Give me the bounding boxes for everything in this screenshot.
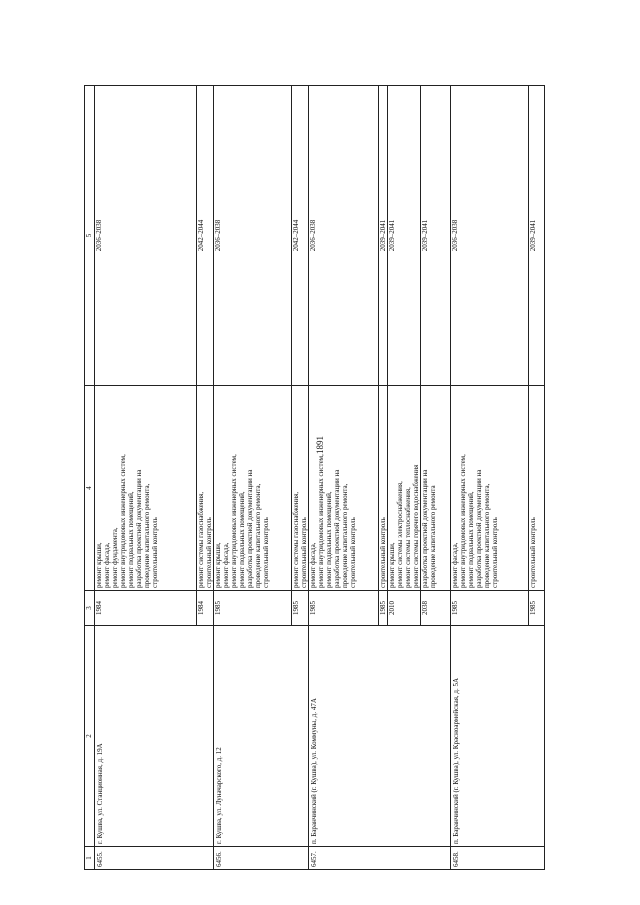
- table-row: [451, 86, 529, 870]
- work-line: ремонт системы газоснабжения,: [197, 491, 205, 588]
- work-line: строительный контроль: [205, 517, 213, 588]
- work-line: ремонт подвальных помещений,: [238, 491, 246, 588]
- rotated-page: [84, 86, 596, 870]
- work-line: разработка проектной документации на: [475, 469, 483, 588]
- work-line: ремонт подвальных помещений,: [127, 491, 135, 588]
- works-cell: [95, 386, 197, 591]
- period-cell: 2039–2041: [421, 86, 451, 386]
- work-line: ремонт системы горячего водоснабжения: [412, 464, 420, 588]
- period-cell: 2039–2041: [379, 86, 388, 386]
- period-cell: 2039–2041: [388, 86, 421, 386]
- year-cell: 1984: [197, 591, 214, 626]
- work-line: проведение капитального ремонта,: [483, 483, 491, 588]
- year-cell: 2038: [421, 591, 451, 626]
- work-line: ремонт фасада,: [222, 542, 230, 588]
- work-line: строительный контроль: [379, 517, 387, 588]
- work-line: ремонт подвальных помещений,: [467, 491, 475, 588]
- work-line: ремонт фасада,: [451, 542, 459, 588]
- work-line: ремонт внутридомовых инженерных систем,: [119, 454, 127, 588]
- work-line: ремонт подвальных помещений,: [325, 491, 333, 588]
- work-line: строительный контроль: [262, 517, 270, 588]
- period-cell: 2042–2044: [292, 86, 309, 386]
- row-number: 6455.: [95, 847, 214, 870]
- works-cell: [309, 386, 379, 591]
- work-line: строительный контроль: [300, 517, 308, 588]
- period-cell: 2039–2041: [529, 86, 545, 386]
- table-row: [95, 86, 197, 870]
- row-number: 6457.: [309, 847, 451, 870]
- work-line: ремонт внутридомовых инженерных систем,: [459, 454, 467, 588]
- work-line: разработка проектной документации на: [135, 469, 143, 588]
- year-cell: 2010: [388, 591, 421, 626]
- address-cell: п. Баранчинский (г. Кушва), ул. Коммуны, д. 47А: [309, 626, 451, 847]
- work-line: строительный контроль: [151, 517, 159, 588]
- work-line: строительный контроль: [491, 517, 499, 588]
- work-line: ремонт фундамента,: [111, 527, 119, 588]
- table-body: [95, 86, 545, 870]
- header-col-4: 4: [85, 386, 95, 591]
- table-row: [309, 86, 379, 870]
- repair-schedule-table: [84, 85, 545, 870]
- row-number: 6456.: [214, 847, 309, 870]
- year-cell: 1985: [451, 591, 529, 626]
- row-number: 6458.: [451, 847, 545, 870]
- address-cell: г. Кушва, ул. Станционная, д. 19А: [95, 626, 214, 847]
- year-cell: 1985: [529, 591, 545, 626]
- work-line: строительный контроль: [529, 517, 537, 588]
- work-line: ремонт крыши,: [214, 542, 222, 588]
- work-line: ремонт системы теплоснабжения,: [404, 487, 412, 588]
- work-line: ремонт крыши,: [388, 542, 396, 588]
- work-line: ремонт системы электроснабжения,: [396, 481, 404, 588]
- header-col-3: 3: [85, 591, 95, 626]
- table-row: [214, 86, 292, 870]
- work-line: ремонт внутридомовых инженерных систем,: [317, 454, 325, 588]
- work-line: ремонт внутридомовых инженерных систем,: [230, 454, 238, 588]
- works-cell: [421, 386, 451, 591]
- work-line: разработка проектной документации на: [333, 469, 341, 588]
- works-cell: [292, 386, 309, 591]
- works-cell: [388, 386, 421, 591]
- header-col-1: 1: [85, 847, 95, 870]
- header-col-5: 5: [85, 86, 95, 386]
- work-line: ремонт системы газоснабжения,: [292, 491, 300, 588]
- work-line: проведение капитального ремонта,: [254, 483, 262, 588]
- work-line: ремонт фасада,: [103, 542, 111, 588]
- page-number: 1891: [315, 436, 325, 454]
- works-cell: [197, 386, 214, 591]
- work-line: проведение капитального ремонта,: [341, 483, 349, 588]
- address-cell: п. Баранчинский (г. Кушва), ул. Красноармейская, д. 5А: [451, 626, 545, 847]
- year-cell: 1985: [292, 591, 309, 626]
- works-cell: [214, 386, 292, 591]
- period-cell: 2036–2038: [451, 86, 529, 386]
- work-line: разработка проектной документации на: [421, 469, 429, 588]
- work-line: проведение капитального ремонта,: [143, 483, 151, 588]
- work-line: разработка проектной документации на: [246, 469, 254, 588]
- work-line: проведение капитального ремонта: [429, 485, 437, 588]
- period-cell: 2036–2038: [214, 86, 292, 386]
- header-col-2: 2: [85, 626, 95, 847]
- year-cell: 1985: [214, 591, 292, 626]
- year-cell: 1985: [379, 591, 388, 626]
- work-line: ремонт крыши,: [95, 542, 103, 588]
- year-cell: 1985: [309, 591, 379, 626]
- period-cell: 2042–2044: [197, 86, 214, 386]
- work-line: строительный контроль: [349, 517, 357, 588]
- works-cell: [379, 386, 388, 591]
- period-cell: 2036–2038: [309, 86, 379, 386]
- year-cell: 1984: [95, 591, 197, 626]
- works-cell: [529, 386, 545, 591]
- works-cell: [451, 386, 529, 591]
- address-cell: г. Кушва, ул. Луначарского, д. 12: [214, 626, 309, 847]
- period-cell: 2036–2038: [95, 86, 197, 386]
- header-row: [85, 86, 95, 870]
- work-line: ремонт фасада,: [309, 542, 317, 588]
